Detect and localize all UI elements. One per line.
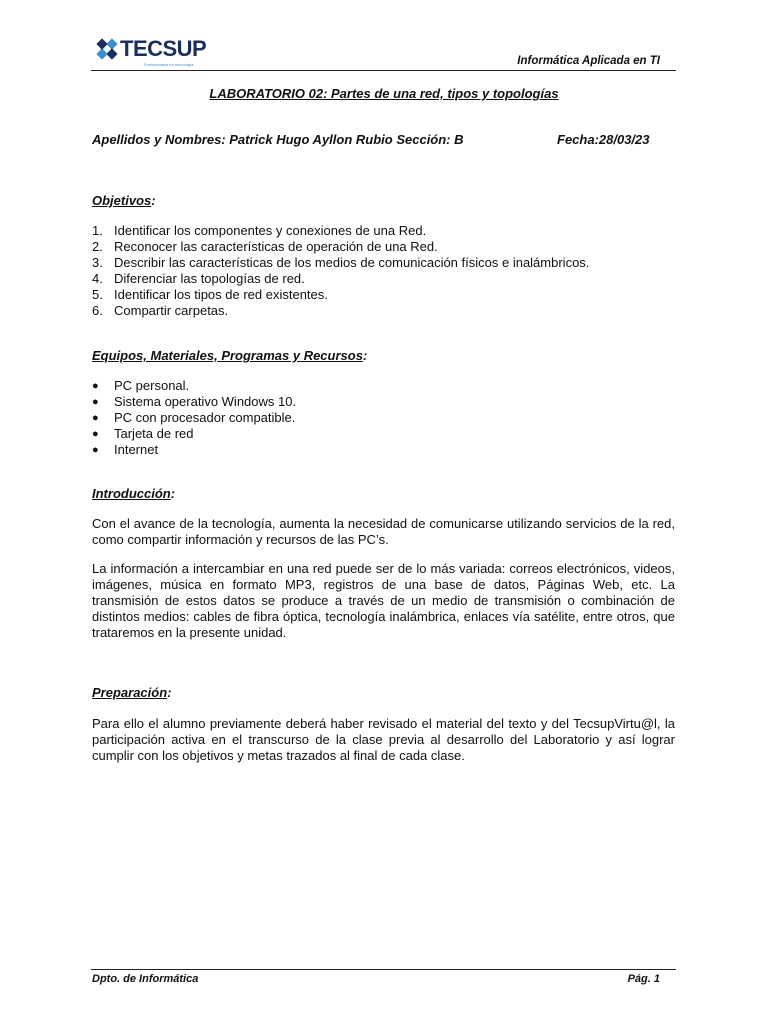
logo-wordmark: TECSUP — [120, 36, 207, 61]
student-names-section: Apellidos y Nombres: Patrick Hugo Ayllon Rubio Sección: B — [92, 132, 464, 147]
introduction-paragraph: La información a intercambiar en una red puede ser de lo más variada: correos electrónicos, videos, imágenes, música en formato MP3, registros de una base de datos, Páginas Web, etc. La transmisión de estos datos se produce a través de un medio de transmisión o combinación de distintos medios: cables de fibra óptica, tecnología inalámbrica, enlaces vía satélite, entre otros, que trataremos en la presente unidad. — [92, 561, 675, 640]
page-number: Pág. 1 — [627, 973, 660, 985]
list-item: 4. Diferenciar las topologías de red. — [92, 271, 305, 286]
introduction-heading-text: Introducción — [92, 486, 171, 501]
list-item — [92, 426, 296, 442]
course-name: Informática Aplicada en TI — [517, 55, 660, 67]
objective-text: Compartir carpetas. — [114, 303, 229, 318]
footer-divider — [91, 969, 676, 970]
equipment-heading-text: Equipos, Materiales, Programas y Recursos — [92, 348, 363, 363]
equipment-text: Internet — [114, 442, 159, 457]
equipment-text: Tarjeta de red — [114, 426, 194, 441]
tecsup-emblem-icon — [94, 36, 120, 62]
equipment-text: PC personal. — [114, 378, 190, 393]
preparation-paragraph: Para ello el alumno previamente deberá haber revisado el material del texto y del TecsupVirtu@l, la participación activa en el transcurso de la clase previa al desarrollo del Laboratorio y así lograr cumplir con los objetivos y metas trazados al final de cada clase. — [92, 716, 675, 763]
equipment-heading: Equipos, Materiales, Programas y Recursos: — [92, 348, 368, 363]
introduction-heading: Introducción: — [92, 486, 176, 501]
lab-title — [0, 86, 768, 101]
list-item — [92, 378, 296, 394]
list-item — [92, 410, 296, 426]
equipment-text: Sistema operativo Windows 10. — [114, 394, 297, 409]
objective-text: Diferenciar las topologías de red. — [114, 271, 305, 286]
objective-text: Identificar los tipos de red existentes. — [114, 287, 328, 302]
bullet-icon: ● — [92, 444, 99, 456]
introduction-paragraph: Con el avance de la tecnología, aumenta la necesidad de comunicarse utilizando servicios de la red, como compartir información y recursos de las PC’s. — [92, 516, 675, 547]
tecsup-logo — [94, 36, 207, 70]
objectives-heading-text: Objetivos — [92, 193, 152, 208]
list-item: 3. Describir las características de los medios de comunicación físicos e inalámbricos. — [92, 255, 590, 270]
list-item: 6. Compartir carpetas. — [92, 303, 229, 318]
lab-title-text: LABORATORIO 02: Partes de una red, tipos y topologías — [209, 86, 559, 101]
list-item: 5. Identificar los tipos de red existentes. — [92, 287, 328, 302]
student-info — [92, 132, 672, 147]
objective-text: Reconocer las características de operación de una Red. — [114, 239, 438, 254]
bullet-icon: ● — [92, 428, 99, 440]
logo-tagline: Profesionales en tecnología — [144, 62, 194, 67]
department-label: Dpto. de Informática — [92, 973, 199, 985]
preparation-heading-text: Preparación — [92, 685, 168, 700]
preparation-heading: Preparación: — [92, 685, 172, 700]
list-item: 1. Identificar los componentes y conexiones de una Red. — [92, 223, 427, 238]
bullet-icon: ● — [92, 412, 99, 424]
list-item: 2. Reconocer las características de operación de una Red. — [92, 239, 438, 254]
objectives-list — [92, 223, 589, 319]
bullet-icon: ● — [92, 396, 99, 408]
equipment-list — [92, 378, 296, 458]
equipment-text: PC con procesador compatible. — [114, 410, 296, 425]
objective-text: Describir las características de los medios de comunicación físicos e inalámbricos. — [114, 255, 590, 270]
lab-date: Fecha:28/03/23 — [557, 132, 650, 147]
objective-text: Identificar los componentes y conexiones de una Red. — [114, 223, 427, 238]
header-divider — [91, 70, 676, 71]
bullet-icon: ● — [92, 380, 99, 392]
list-item — [92, 394, 296, 410]
objectives-heading: Objetivos: — [92, 193, 156, 208]
list-item — [92, 442, 296, 458]
